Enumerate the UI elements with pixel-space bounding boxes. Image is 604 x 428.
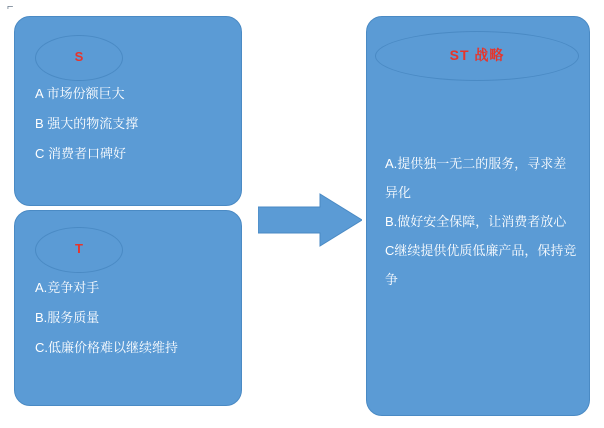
strengths-header-label: S	[74, 49, 84, 64]
threats-header-label: T	[75, 241, 83, 256]
st-strategy-box[interactable]	[366, 16, 590, 416]
right-arrow-icon	[258, 192, 362, 248]
list-item: B.做好安全保障，让消费者放心	[385, 214, 567, 229]
list-item: C继续提供优质低廉产品，保持竞争	[385, 243, 577, 287]
threats-box[interactable]	[14, 210, 242, 406]
threats-items	[35, 273, 241, 363]
list-item: A.竞争对手	[35, 280, 100, 295]
strengths-box[interactable]	[14, 16, 242, 206]
list-item: B.服务质量	[35, 310, 100, 325]
list-item: B 强大的物流支撑	[35, 116, 139, 131]
st-strategy-items	[385, 149, 577, 294]
list-item: C.低廉价格难以继续维持	[35, 340, 179, 355]
strengths-items	[35, 79, 235, 169]
list-item: A.提供独一无二的服务，寻求差异化	[385, 156, 567, 200]
text-cursor-icon: ⌐	[7, 1, 14, 13]
st-strategy-header-label: ST 战略	[449, 47, 505, 63]
list-item: A 市场份额巨大	[35, 86, 125, 101]
list-item: C 消费者口碑好	[35, 146, 127, 161]
